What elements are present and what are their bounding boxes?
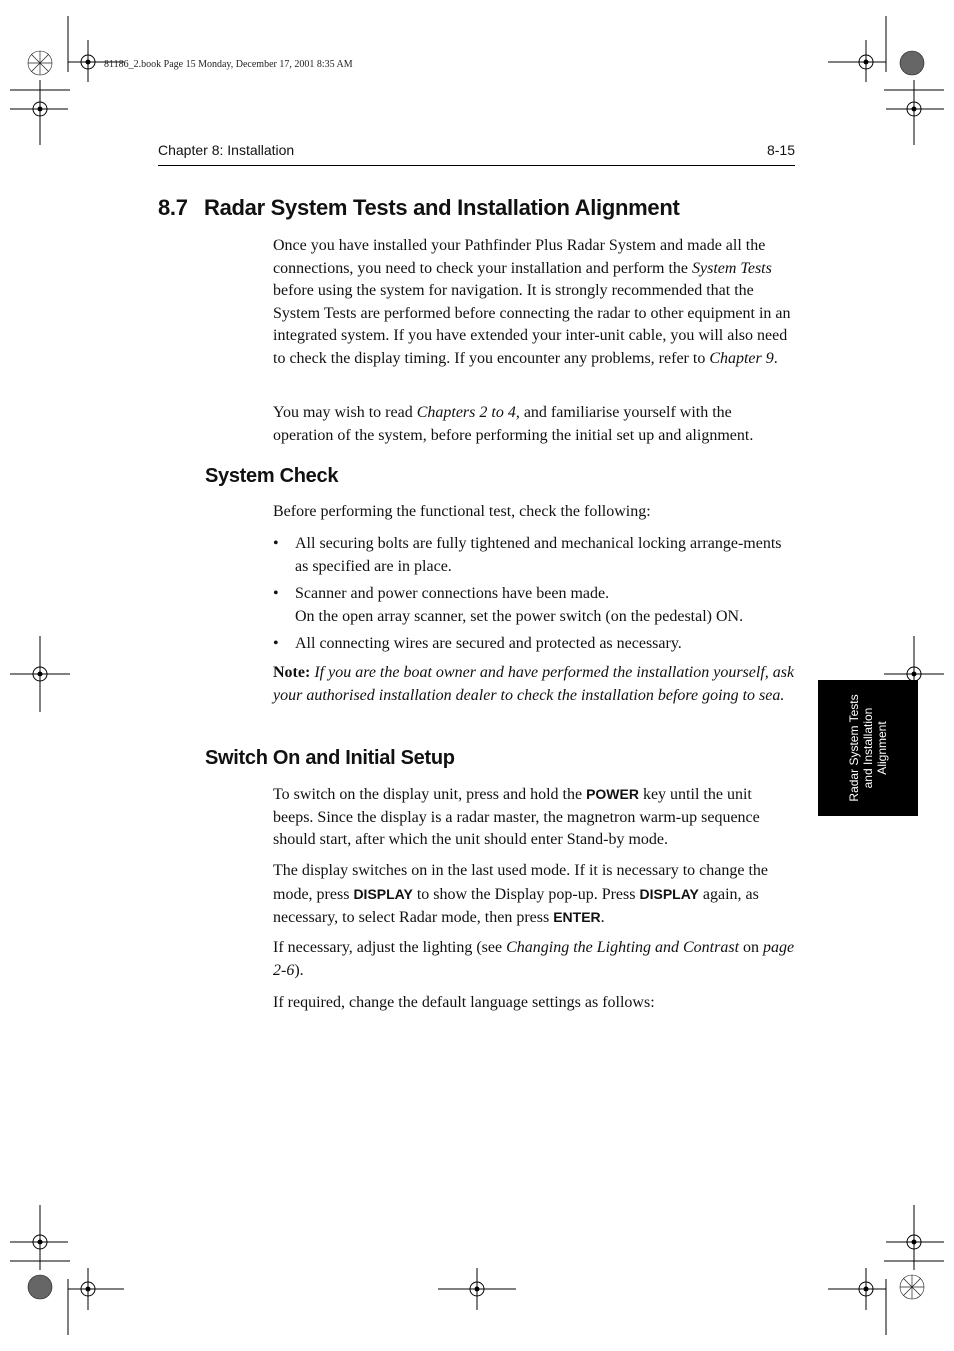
- bullet: •: [273, 535, 279, 552]
- enter-key-label: ENTER: [553, 909, 601, 925]
- text-run: .: [600, 909, 605, 926]
- text-run: If necessary, adjust the lighting (see: [273, 939, 507, 956]
- text-run: to show the Display pop-up. Press: [412, 885, 640, 903]
- system-check-heading: System Check: [205, 465, 339, 487]
- list-item: [273, 633, 795, 656]
- page-number: 8-15: [766, 142, 795, 158]
- switch-on-paragraph-4: If required, change the default language settings as follows:: [273, 994, 655, 1011]
- side-tab-line: Radar System Tests: [847, 694, 861, 802]
- display-key-label: DISPLAY: [639, 885, 699, 902]
- bullet: •: [273, 585, 279, 602]
- side-tab-text: [847, 694, 889, 801]
- text-run: key until the unit beeps. Since the display is a radar master, the magnetron warm-up sequence should start, after which the unit should enter Stand-by mode.: [273, 786, 760, 848]
- intro-paragraph-2: [273, 402, 795, 447]
- lighting-section-ref: Changing the Lighting and Contrast: [506, 939, 740, 956]
- intro-paragraph-1: [273, 235, 795, 370]
- text-run: Once you have installed your Pathfinder Plus Radar System and made all the connections, you need to check your installation and perform the: [273, 237, 766, 277]
- text-run: ).: [294, 961, 304, 979]
- system-tests-ref: System Tests: [691, 259, 772, 277]
- section-number: 8.7: [158, 195, 188, 220]
- text-run: before using the system for navigation. It is strongly recommended that the System Tests are performed before connecting the radar to other equipment in an integrated system. If you have extended your inter-unit cable, you will also need to check the display timing. If you encounter any problems, refer to: [273, 282, 791, 367]
- page-ref: page 2-6: [273, 939, 795, 979]
- side-tab-line: and Installation: [861, 707, 875, 789]
- text-run: .: [773, 349, 778, 367]
- text-run: You may wish to read: [273, 404, 417, 421]
- text-run: again, as necessary, to select Radar mode, then press: [273, 885, 759, 926]
- note-label: Note:: [273, 664, 311, 681]
- list-item: [273, 533, 795, 578]
- chapter-title: Chapter 8: Installation: [158, 142, 295, 158]
- switch-on-paragraph-3: [273, 937, 795, 982]
- note-text: If you are the boat owner and have performed the installation yourself, ask your authorised installation dealer to check the installation before going to sea.: [273, 664, 795, 704]
- chapter-side-tab: [818, 680, 918, 816]
- list-item: [273, 583, 795, 628]
- side-tab-line: Alignment: [875, 721, 889, 775]
- switch-on-heading: Switch On and Initial Setup: [205, 747, 455, 769]
- chapter-9-ref: Chapter 9: [709, 349, 774, 367]
- note-paragraph: [273, 662, 795, 707]
- list-item-text: Scanner and power connections have been made.: [295, 585, 610, 602]
- switch-on-paragraph-1: [273, 783, 795, 852]
- text-run: on: [739, 939, 764, 956]
- text-run: To switch on the display unit, press and hold the: [273, 786, 587, 803]
- text-run: , and familiarise yourself with the operation of the system, before performing the initial set up and alignment.: [273, 404, 754, 444]
- list-item-text: All securing bolts are fully tightened and mechanical locking arrange-ments as specified are in place.: [295, 535, 782, 575]
- list-item-subtext: On the open array scanner, set the power switch (on the pedestal) ON.: [295, 607, 744, 625]
- bullet: •: [273, 635, 279, 652]
- section-title: Radar System Tests and Installation Alignment: [204, 195, 680, 220]
- system-check-list: [273, 533, 795, 661]
- power-key-label: POWER: [586, 786, 639, 802]
- switch-on-paragraph-2: [273, 860, 795, 930]
- display-key-label: DISPLAY: [353, 885, 413, 902]
- book-slug: 81186_2.book Page 15 Monday, December 17, 2001 8:35 AM: [104, 59, 353, 70]
- list-item-text: All connecting wires are secured and protected as necessary.: [295, 635, 682, 652]
- section-heading: [158, 195, 680, 221]
- chapters-ref: Chapters 2 to 4: [416, 404, 516, 421]
- header-rule: [158, 165, 795, 166]
- text-run: The display switches on in the last used mode. If it is necessary to change the mode, press: [273, 862, 768, 903]
- system-check-lead: Before performing the functional test, check the following:: [273, 503, 651, 520]
